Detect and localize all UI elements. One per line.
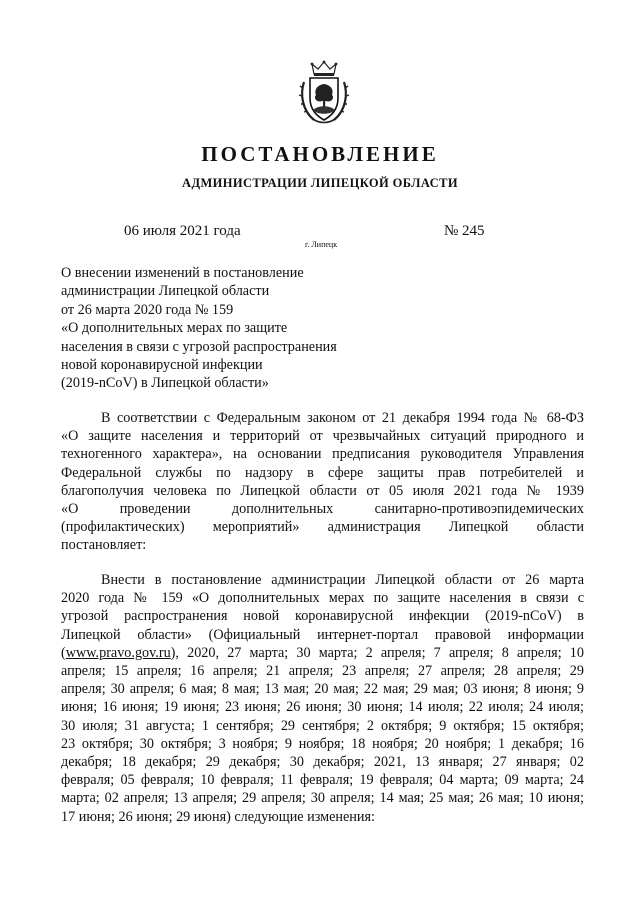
paragraph-line: Внести в постановление администрации Липецкой области от 26 марта — [101, 572, 584, 588]
paragraph-line: 23 октября; 30 октября; 3 ноября; 9 ноября; 18 ноября; 20 ноября; 1 декабря; 16 — [61, 735, 584, 752]
paragraph-line: февраля; 05 февраля; 10 февраля; 11 февраля; 19 февраля; 04 марта; 09 марта; 24 — [61, 772, 584, 789]
paragraph-line: (профилактических) мероприятий» администрация Липецкой области — [61, 519, 584, 536]
paragraph-line: 30 июля; 31 августа; 1 сентября; 29 сентября; 2 октября; 9 октября; 15 октября; — [61, 717, 584, 734]
paragraph-line: постановляет: — [61, 537, 147, 554]
pravo-gov-link[interactable]: www.pravo.gov.ru — [65, 644, 171, 661]
coat-of-arms-icon — [298, 60, 350, 126]
paragraph-line: угрозой распространения новой коронавирусной инфекции (2019-nCoV) в — [61, 608, 584, 625]
document-number: № 245 — [444, 223, 485, 239]
paragraph-line: В соответствии с Федеральным законом от 21 декабря 1994 года № 68-ФЗ — [101, 410, 584, 426]
paragraph-line: декабря; 18 декабря; 29 декабря; 30 декабря; 2021, 13 января; 27 января; 02 — [61, 754, 584, 771]
paragraph-line: 2020 года № 159 «О дополнительных мерах по защите населения в связи с — [61, 590, 584, 607]
paragraph-line: Федеральной службы по надзору в сфере защиты прав потребителей и — [61, 464, 584, 481]
paragraph-line: июня; 16 июня; 19 июня; 23 июня; 26 июня; 30 июня; 14 июля; 22 июля; 24 июля; — [61, 699, 584, 716]
paragraph-line — [61, 644, 584, 662]
paragraph-line: марта; 02 апреля; 13 апреля; 29 апреля; 30 апреля; 14 мая; 25 мая; 26 мая; 10 июня; — [61, 790, 584, 807]
paragraph-line: техногенного характера», на основании предписания руководителя Управления — [61, 446, 584, 463]
paragraph-line: «О проведении дополнительных санитарно-противоэпидемических — [61, 501, 584, 518]
paragraph-line: апреля; 30 апреля; 6 мая; 8 мая; 13 мая; 20 мая; 22 мая; 29 мая; 03 июня; 8 июня; 9 — [61, 681, 584, 698]
preamble-paragraph — [61, 409, 584, 555]
heading-line: О внесении изменений в постановление — [61, 265, 304, 281]
line-rest: ), 2020, 27 марта; 30 марта; 2 апреля; 7 апреля; 8 апреля; 10 — [170, 644, 584, 661]
document-date: 06 июля 2021 года — [124, 223, 241, 239]
heading-line: (2019-nCoV) в Липецкой области» — [61, 375, 269, 392]
document-title: ПОСТАНОВЛЕНИЕ — [201, 142, 439, 166]
heading-line: «О дополнительных мерах по защите — [61, 320, 288, 337]
document-city: г. Липецк — [305, 240, 338, 249]
heading-line: от 26 марта 2020 года № 159 — [61, 301, 234, 318]
document-subtitle: АДМИНИСТРАЦИИ ЛИПЕЦКОЙ ОБЛАСТИ — [182, 176, 458, 190]
paragraph-line: Липецкой области» (Официальный интернет-портал правовой информации — [61, 626, 584, 643]
paragraph-line: благополучия человека по Липецкой области от 05 июля 2021 года № 1939 — [61, 482, 584, 499]
paren-open: ( — [61, 644, 66, 661]
document-heading — [61, 264, 337, 393]
paragraph-line: 17 июня; 26 июня; 29 июня) следующие изменения: — [61, 808, 375, 825]
heading-line: администрации Липецкой области — [61, 283, 270, 300]
heading-line: новой коронавирусной инфекции — [61, 357, 263, 374]
heading-line: населения в связи с угрозой распространения — [61, 338, 337, 355]
paragraph-line: апреля; 15 апреля; 16 апреля; 21 апреля; 23 апреля; 27 апреля; 28 апреля; 29 — [61, 663, 584, 680]
paragraph-line: «О защите населения и территорий от чрезвычайных ситуаций природного и — [61, 428, 584, 445]
resolution-paragraph — [61, 571, 584, 826]
